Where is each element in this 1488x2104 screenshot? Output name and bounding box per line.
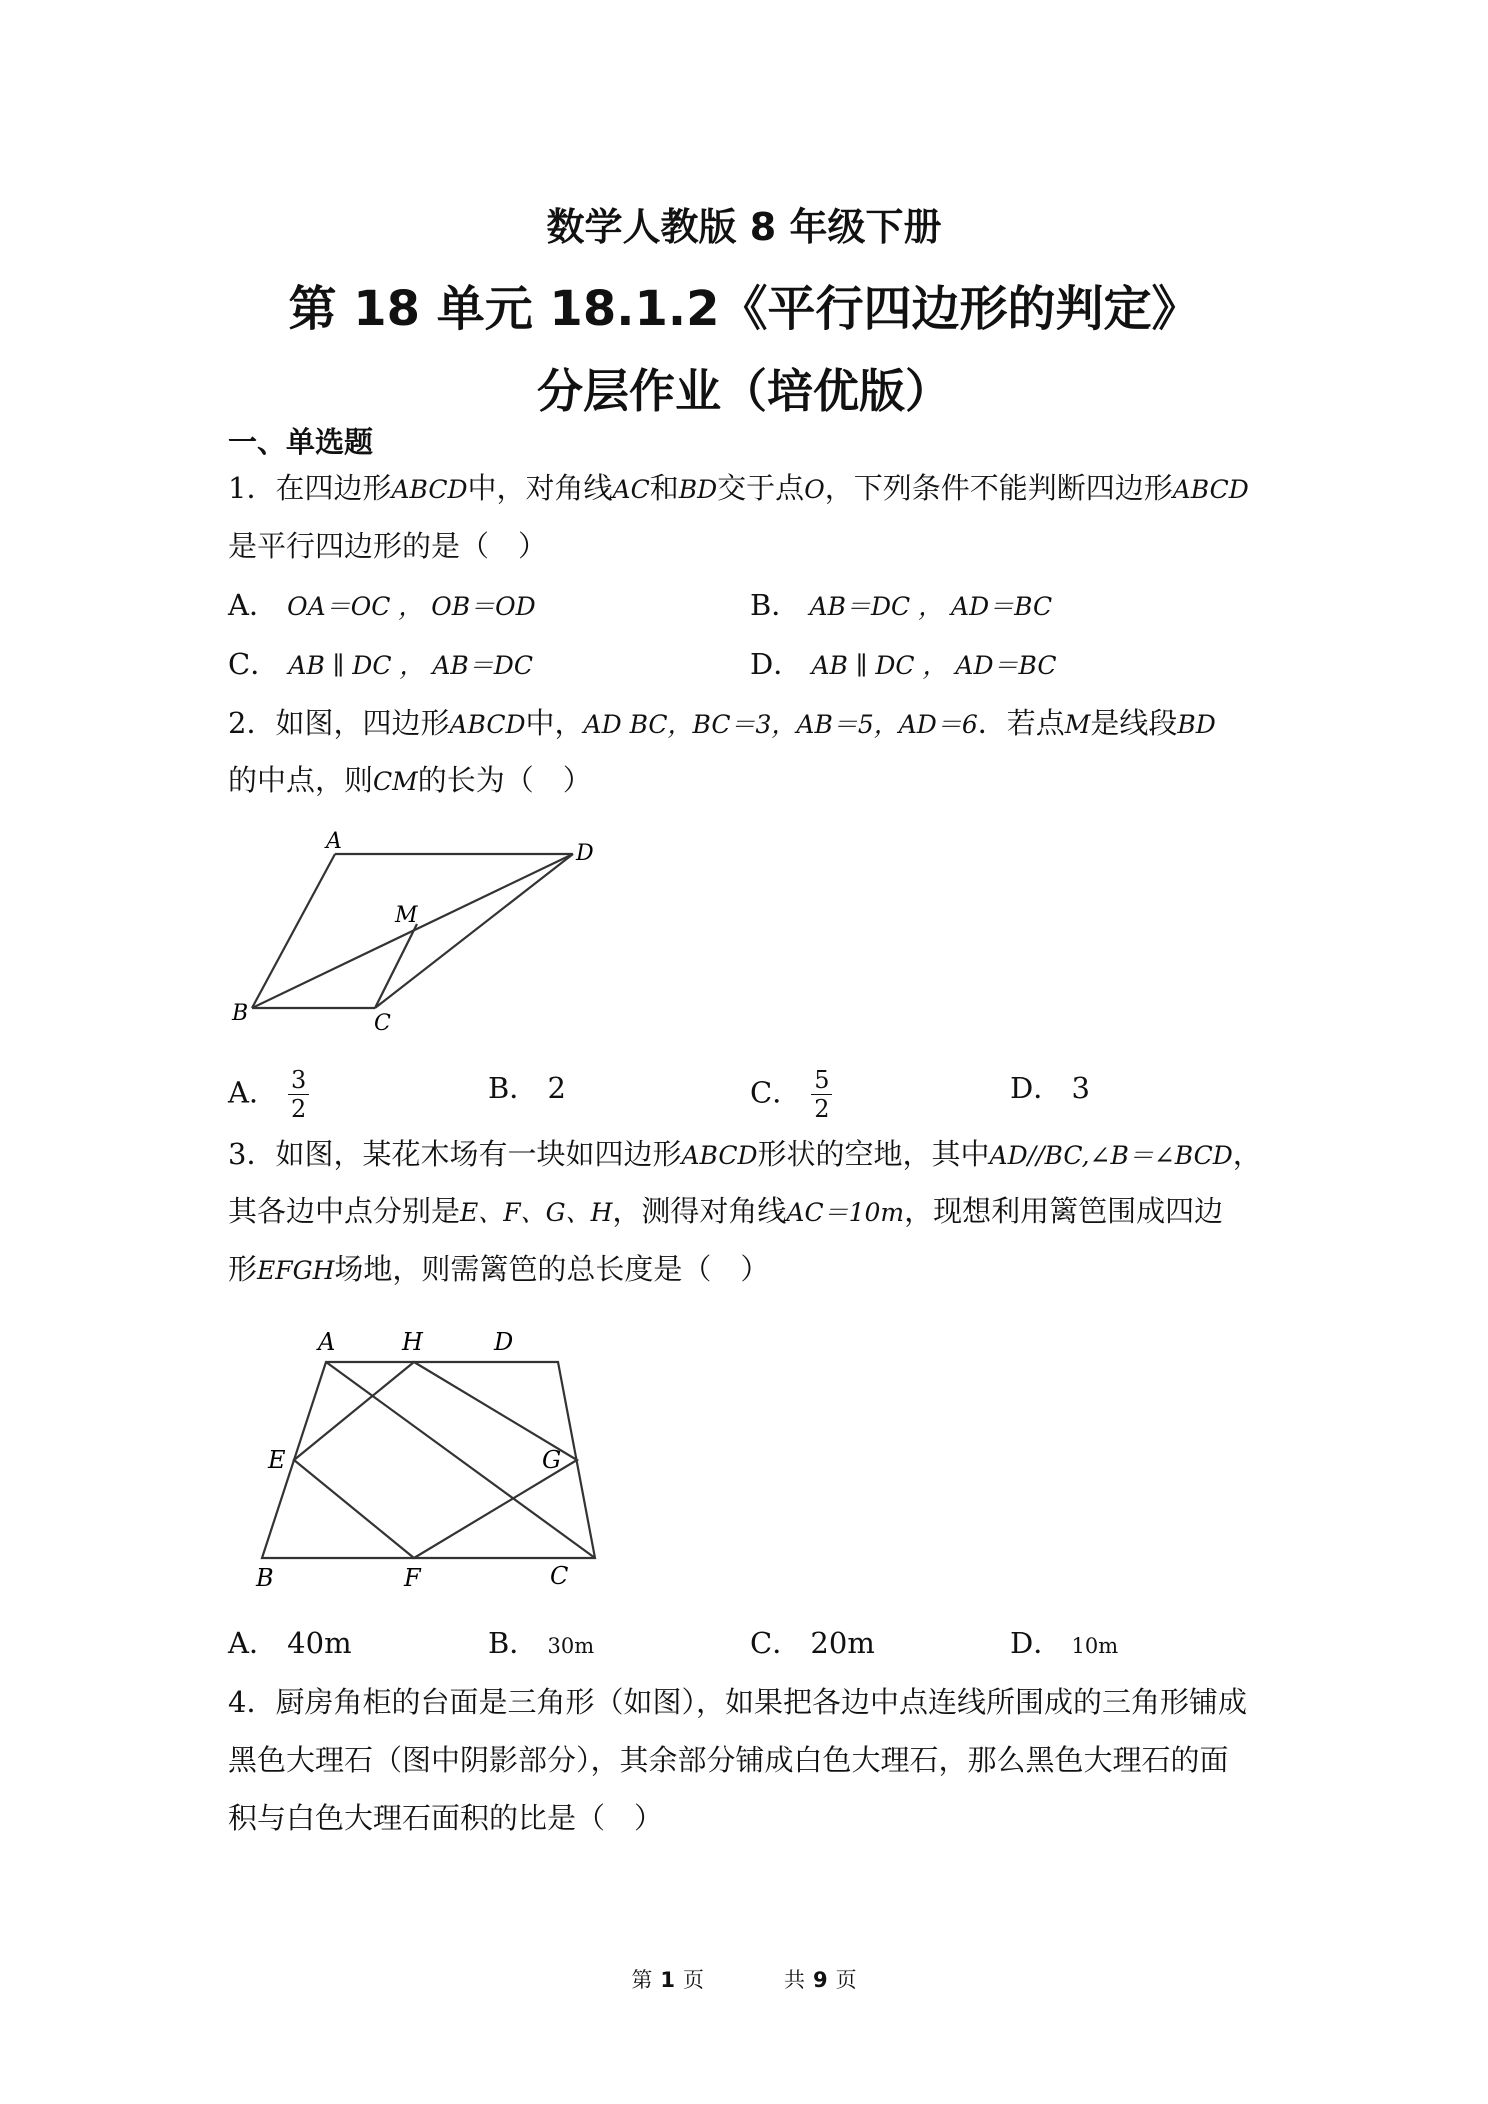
- q4-stem-line3: 积与白色大理石面积的比是（ ）: [228, 1801, 664, 1835]
- q3-label-c: C: [550, 1562, 569, 1590]
- q3-stem-line2: 其各边中点分别是E、F、G、H，测得对角线AC＝10m，现想利用篱笆围成四边: [228, 1194, 1224, 1228]
- doc-title-sub: 分层作业（培优版）: [537, 364, 951, 418]
- q1-option-b: B． AB＝DC ， AD＝BC: [750, 588, 1053, 622]
- q2-label-a: A: [326, 830, 342, 854]
- q4-stem-line1: 4．厨房角柜的台面是三角形（如图），如果把各边中点连线所围成的三角形铺成: [228, 1685, 1247, 1719]
- q3-label-e: E: [268, 1446, 286, 1474]
- q1-option-d: D． AB ∥ DC ， AD＝BC: [750, 647, 1057, 681]
- q2-segment-cm: [375, 924, 417, 1008]
- q2-option-a: A． $\frac{3}{2}$: [228, 1066, 309, 1123]
- q3-label-d: D: [494, 1328, 514, 1356]
- q3-stem-line1: 3．如图，某花木场有一块如四边形ABCD形状的空地，其中AD//BC,∠B＝∠BCD，: [228, 1137, 1262, 1171]
- q2-label-b: B: [232, 1001, 249, 1026]
- q3-option-b: B． 30m: [488, 1626, 595, 1660]
- page-footer: 第 1 页 共 9 页: [631, 1968, 857, 1992]
- page-number: 1: [660, 1968, 675, 1992]
- q2-option-a-fraction: $\frac{3}{2}$: [288, 1066, 309, 1123]
- q3-label-a: A: [318, 1328, 336, 1356]
- q2-option-d: D． 3: [1010, 1071, 1090, 1105]
- q2-option-b: B． 2: [488, 1071, 566, 1105]
- q3-option-a: A． 40m: [228, 1626, 352, 1660]
- q2-figure: [228, 830, 608, 1040]
- q3-quadrilateral-efgh: [294, 1362, 577, 1558]
- q3-label-g: G: [542, 1446, 562, 1474]
- section-heading: 一、单选题: [228, 425, 374, 459]
- q3-label-f: F: [404, 1564, 421, 1590]
- q4-stem-line2: 黑色大理石（图中阴影部分），其余部分铺成白色大理石，那么黑色大理石的面: [228, 1743, 1229, 1777]
- q3-figure: [240, 1320, 600, 1590]
- q3-option-c: C． 20m: [750, 1626, 875, 1660]
- q3-label-h: H: [402, 1328, 423, 1356]
- q1-stem-line1: 1．在四边形ABCD中，对角线AC和BD交于点O，下列条件不能判断四边形ABCD: [228, 471, 1249, 505]
- q2-label-c: C: [374, 1011, 391, 1036]
- q2-stem-line1: 2．如图，四边形ABCD中，AD BC，BC＝3，AB＝5，AD＝6．若点M是线段BD: [228, 706, 1216, 740]
- q1-option-c: C． AB ∥ DC ， AB＝DC: [228, 647, 533, 681]
- q2-edge-cd: [375, 854, 573, 1008]
- q2-label-m: M: [395, 903, 418, 928]
- q2-option-c-fraction: $\frac{5}{2}$: [811, 1066, 832, 1123]
- page-total: 9: [813, 1968, 828, 1992]
- q1-stem-line2: 是平行四边形的是（ ）: [228, 529, 548, 563]
- q2-label-d: D: [576, 841, 594, 866]
- q1-option-a: A． OA＝OC ， OB＝OD: [228, 588, 536, 622]
- q2-option-c: C． $\frac{5}{2}$: [750, 1066, 832, 1123]
- q3-stem-line3: 形EFGH场地，则需篱笆的总长度是（ ）: [228, 1252, 770, 1286]
- doc-title: 第 18 单元 18.1.2《平行四边形的判定》: [288, 281, 1200, 337]
- doc-subtitle: 数学人教版 8 年级下册: [546, 205, 942, 249]
- q3-option-d: D． 10m: [1010, 1626, 1119, 1660]
- q2-stem-line2: 的中点，则CM的长为（ ）: [228, 763, 592, 797]
- q2-edge-ab: [252, 854, 335, 1008]
- q3-label-b: B: [256, 1564, 274, 1590]
